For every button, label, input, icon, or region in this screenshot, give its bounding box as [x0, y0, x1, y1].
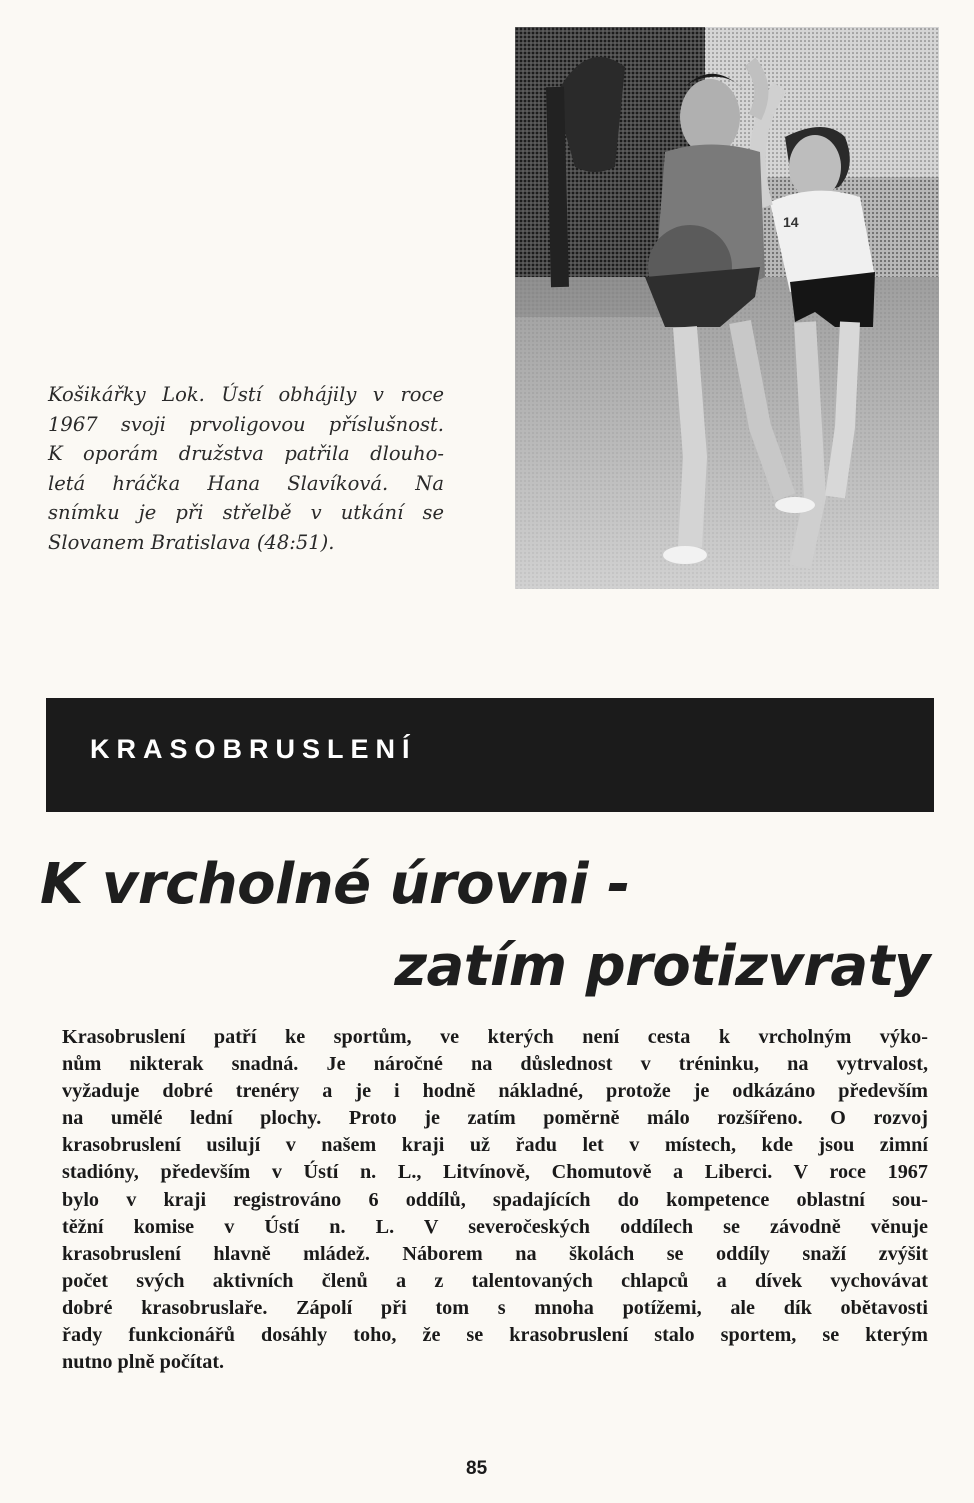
caption-line: Košikářky Lok. Ústí obhájily v roce: [48, 383, 444, 406]
photo-caption: [48, 380, 444, 558]
caption-line: K oporám družstva patřila dlouho-: [48, 442, 444, 466]
body-line: těžní komise v Ústí n. L. V severočeských oddílech se závodně věnuje: [62, 1215, 928, 1238]
caption-line: letá hráčka Hana Slavíková. Na: [48, 471, 444, 495]
article-body: [62, 1024, 928, 1376]
basketball-players-photo-icon: [515, 27, 939, 589]
section-title: KRASOBRUSLENÍ: [90, 734, 417, 764]
page-number: 85: [466, 1458, 488, 1479]
body-line: Krasobruslení patří ke sportům, ve kterých není cesta k vrcholným výko-: [62, 1026, 928, 1048]
body-line: bylo v kraji registrováno 6 oddílů, spadajících do kompetence oblastní sou-: [62, 1188, 928, 1211]
body-line: nutno plně počítat.: [62, 1351, 225, 1374]
body-line: vyžaduje dobré trenéry a je i hodně nákladné, protože je odkázáno především: [62, 1080, 928, 1103]
body-line: nům nikterak snadná. Je náročné na důslednost v tréninku, na vytrvalost,: [62, 1053, 928, 1076]
jersey-number: 14: [783, 214, 799, 230]
body-line: řady funkcionářů dosáhly toho, že se krasobruslení stalo sportem, se kterým: [62, 1324, 928, 1347]
headline-line-1: K vrcholné úrovni -: [40, 852, 630, 917]
caption-line: snímku je při střelbě v utkání se: [48, 501, 444, 525]
section-banner: [46, 698, 934, 812]
body-line: stadióny, především v Ústí n. L., Litvínově, Chomutově a Liberci. V roce 1967: [62, 1161, 928, 1184]
body-line: počet svých aktivních členů a z talentovaných chlapců a dívek vychovávat: [62, 1269, 928, 1292]
caption-line: Slovanem Bratislava (48:51).: [48, 530, 335, 554]
basketball-photo: [515, 27, 939, 589]
body-line: krasobruslení usilují v našem kraji už řadu let v místech, kde jsou zimní: [62, 1134, 928, 1157]
body-line: na umělé lední plochy. Proto je zatím poměrně málo rozšířeno. O rozvoj: [62, 1107, 928, 1130]
body-line: dobré krasobruslaře. Zápolí při tom s mnoha potížemi, ale dík obětavosti: [62, 1296, 928, 1319]
caption-line: 1967 svoji prvoligovou příslušnost.: [48, 412, 444, 436]
body-line: krasobruslení hlavně mládež. Náborem na školách se oddíly snaží zvýšit: [62, 1242, 928, 1265]
headline-line-2: zatím protizvraty: [394, 934, 930, 999]
